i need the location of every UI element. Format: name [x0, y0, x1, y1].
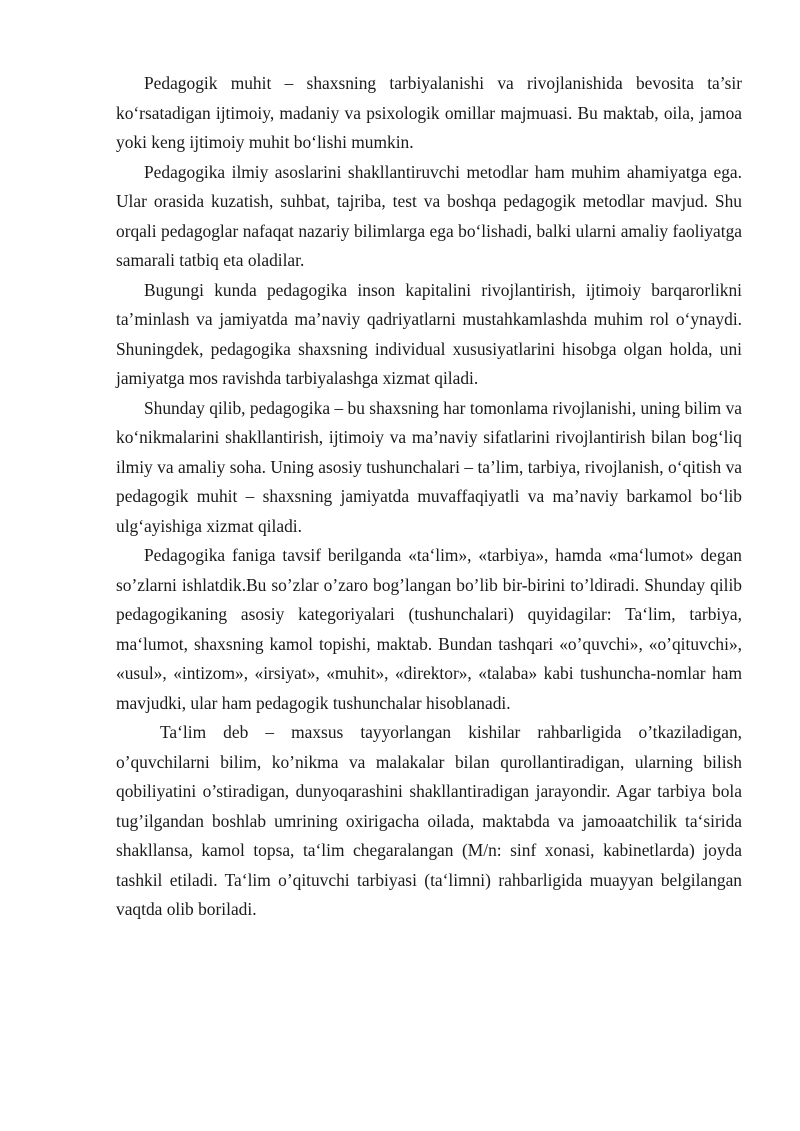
- paragraph-pedagogik-muhit: Pedagogik muhit – shaxsning tarbiyalanishi va rivojlanishida bevosita ta’sir ko‘rsatadigan ijtimoiy, madaniy va psixologik omillar majmuasi. Bu maktab, oila, jamoa yoki keng ijtimoiy muhit bo‘lishi mumkin.: [116, 73, 742, 152]
- paragraph-metodlar: Pedagogika ilmiy asoslarini shakllantiruvchi metodlar ham muhim ahamiyatga ega. Ular orasida kuzatish, suhbat, tajriba, test va boshqa pedagogik metodlar mavjud. Shu orqali pedagoglar nafaqat nazariy bilimlarga ega bo‘lishadi, balki ularni amaliy faoliyatga samarali tatbiq eta oladilar.: [116, 161, 742, 270]
- paragraph-kategoriyalar: Pedagogika faniga tavsif berilganda «ta‘lim», «tarbiya», hamda «ma‘lumot» degan so’zlarni ishlatdik.Bu so’zlar o’zaro bog’langan bo’lib bir-birini to’ldiradi. Shunday qilib pedagogikaning asosiy kategoriyalari (tushunchalari) quyidagilar: Ta‘lim, tarbiya, ma‘lumot, shaxsning kamol topishi, maktab. Bundan tashqari «o’quvchi», «o’qituvchi», «usul», «intizom», «irsiyat», «muhit», «direktor», «talaba» kabi tushuncha-nomlar ham mavjudki, ular ham pedagogik tushunchalar hisoblanadi.: [116, 545, 742, 713]
- document-page: [116, 69, 742, 925]
- paragraph-bugungi-kunda: Bugungi kunda pedagogika inson kapitalini rivojlantirish, ijtimoiy barqarorlikni ta’minlash va jamiyatda ma’naviy qadriyatlarni mustahkamlashda muhim rol o‘ynaydi. Shuningdek, pedagogika shaxsning individual xususiyatlarini hisobga olgan holda, uni jamiyatga mos ravishda tarbiyalashga xizmat qiladi.: [116, 279, 742, 388]
- paragraph-shunday-qilib: Shunday qilib, pedagogika – bu shaxsning har tomonlama rivojlanishi, uning bilim va ko‘nikmalarini shakllantirish, ijtimoiy va ma’naviy sifatlarini rivojlantirish bilan bog‘liq ilmiy va amaliy soha. Uning asosiy tushunchalari – ta’lim, tarbiya, rivojlanish, o‘qitish va pedagogik muhit – shaxsning jamiyatda muvaffaqiyatli va ma’naviy barkamol bo‘lib ulg‘ayishiga xizmat qiladi.: [116, 397, 742, 536]
- paragraph-talim-deb: Ta‘lim deb – maxsus tayyorlangan kishilar rahbarligida o’tkaziladigan, o’quvchilarni bilim, ko’nikma va malakalar bilan qurollantiradigan, ularning bilish qobiliyatini o’stiradigan, dunyoqarashini shakllantiradigan jarayondir. Agar tarbiya bola tug’ilgandan boshlab umrining oxirigacha oilada, maktabda va jamoaatchilik ta‘sirida shakllansa, kamol topsa, ta‘lim chegaralangan (M/n: sinf xonasi, kabinetlarda) joyda tashkil etiladi. Ta‘lim o’qituvchi tarbiyasi (ta‘limni) rahbarligida muayyan belgilangan vaqtda olib boriladi.: [116, 722, 742, 919]
